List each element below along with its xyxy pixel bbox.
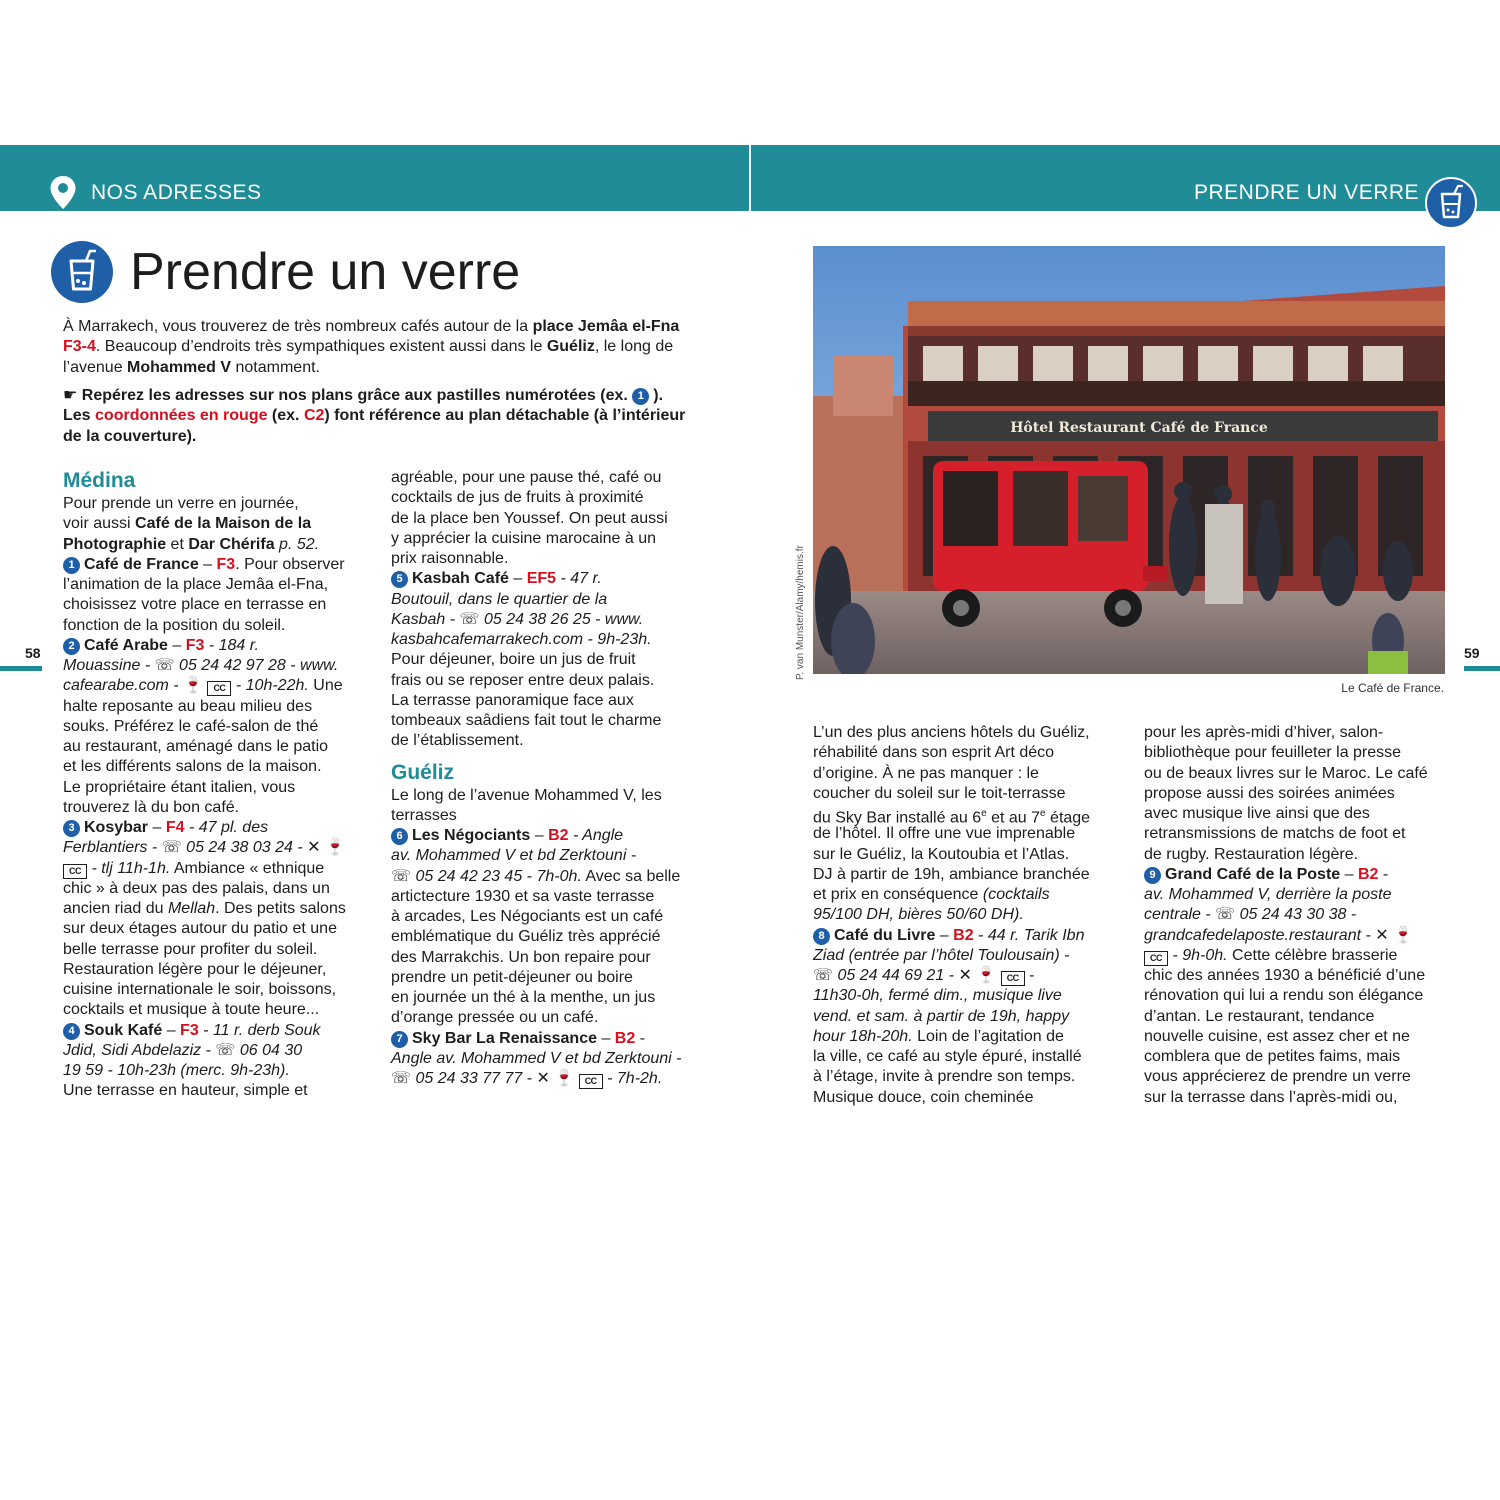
phone-icon: ☏: [1215, 906, 1236, 924]
page-title: Prendre un verre: [130, 243, 521, 301]
column-3: L’un des plus anciens hôtels du Guéliz, réhabilité dans son esprit Art déco d’origine. À ne pas manquer : le coucher du soleil sur le toit-terrasse du Sky Bar installé au 6e et au 7e étage de l’hôtel. Il offre une vue imprenable sur le Guéliz, la Koutoubia et l’Atlas. DJ à partir de 19h, ambiance branchée et prix en conséquence (cocktails 95/100 DH, bières 50/60 DH). 8 Café du Livre – B2 - 44 r. Tarik Ibn Ziad (entrée par l’hôtel Toulousain) - ☏ 05 24 44 69 21 - ✕ 🍷 CC - 11h30-0h, fermé dim., musique live vend. et sam. à partir de 19h, happy hour 18h-20h. Loin de l’agitation de la ville, ce café au style épuré, installé à l’étage, invite à prendre son temps. Musique douce, coin cheminée: [813, 724, 1091, 1106]
photo-caption: Le Café de France.: [1341, 681, 1444, 695]
phone-icon: ☏: [391, 867, 412, 885]
credit-card-icon: CC: [207, 681, 231, 696]
list-item: 2 Café Arabe – F3 - 184 r.: [63, 636, 346, 656]
list-item: 5 Kasbah Café – EF5 - 47 r.: [391, 569, 682, 589]
column-4: pour les après-midi d’hiver, salon- bibliothèque pour feuilleter la presse ou de beaux livres sur le Maroc. Le café propose aussi des soirées animées avec musique live ainsi que des retransmissions de matchs de foot et de rugby. Restauration légère. 9 Grand Café de la Poste – B2 - av. Mohammed V, derrière la poste centrale - ☏ 05 24 43 30 38 - grandcafedelaposte.restaurant - ✕ 🍷 CC - 9h-0h. Cette célèbre brasserie chic des années 1930 a bénéficié d’une rénovation qui lui a rendu son élégance d’antan. Le restaurant, tendance nouvelle cuisine, est assez cher et ne comblera que de petites faims, mais vous apprécierez de prendre un verre sur la terrasse dans l’après-midi ou,: [1144, 724, 1428, 1106]
list-item: 4 Souk Kafé – F3 - 11 r. derb Souk: [63, 1021, 346, 1041]
section-label-right: PRENDRE UN VERRE: [1194, 181, 1420, 204]
intro-note: ☛ Repérez les adresses sur nos plans grâce aux pastilles numérotées (ex. 1 ). Les coordonnées en rouge (ex. C2) font référence au plan détachable (à l’intérieur de la couverture).: [63, 387, 686, 445]
restaurant-icon: ✕ 🍷: [958, 967, 997, 984]
phone-icon: ☏: [459, 610, 480, 628]
drink-glass-icon: [50, 240, 114, 304]
phone-icon: ☏: [391, 1070, 412, 1087]
phone-icon: ☏: [813, 967, 834, 984]
phone-icon: ☏: [215, 1041, 236, 1059]
section-heading-gueliz: Guéliz: [391, 760, 455, 784]
list-item: 8 Café du Livre – B2 - 44 r. Tarik Ibn: [813, 926, 1090, 946]
list-item: 9 Grand Café de la Poste – B2 -: [1144, 865, 1428, 885]
list-item: 1 Café de France – F3. Pour observer: [63, 555, 346, 575]
intro-paragraph: À Marrakech, vous trouverez de très nombreux cafés autour de la place Jemâa el-Fna F3-4. Beaucoup d’endroits très sympathiques existent aussi dans le Guéliz, le long de l’avenue Mohammed V notamment.: [63, 318, 680, 376]
restaurant-icon: ✕ 🍷: [1375, 926, 1414, 944]
credit-card-icon: CC: [579, 1074, 603, 1089]
photo-cafe-de-france: [813, 246, 1445, 674]
credit-card-icon: CC: [63, 864, 87, 879]
column-2: agréable, pour une pause thé, café ou cocktails de jus de fruits à proximité de la place ben Youssef. On peut aussi y apprécier la cuisine marocaine à un prix raisonnable. 5 Kasbah Café – EF5 - 47 r. Boutouil, dans le quartier de la Kasbah - ☏ 05 24 38 26 25 - www. kasbahcafemarrakech.com - 9h-23h. Pour déjeuner, boire un jus de fruit frais ou se reposer entre deux palais. La terrasse panoramique face aux tombeaux saâdiens fait tout le charme de l’établissement. Guéliz Le long de l’avenue Mohammed V, les terrasses 6 Les Négociants – B2 - Angle av. Mohammed V et bd Zerktouni - ☏ 05 24 42 23 45 - 7h-0h. Avec sa belle artictecture 1930 et sa vaste terrasse à arcades, Les Négociants est un café emblématique du Guéliz très apprécié des Marrakchis. Un bon repaire pour prendre un petit-déjeuner ou boire en journée un thé à la menthe, un jus d’orange pressée ou un café. 7 Sky Bar La Renaissance – B2 - Angle av. Mohammed V et bd Zerktouni - ☏ 05 24 33 77 77 - ✕ 🍷 CC - 7h-2h.: [391, 469, 682, 1087]
page-tab-left: [0, 666, 42, 671]
page-number-left: 58: [25, 645, 41, 661]
section-label-left: NOS ADRESSES: [91, 181, 262, 204]
page-tab-right: [1464, 666, 1500, 671]
credit-card-icon: CC: [1001, 971, 1025, 986]
list-item: 7 Sky Bar La Renaissance – B2 -: [391, 1029, 682, 1049]
list-item: 3 Kosybar – F4 - 47 pl. des: [63, 818, 346, 838]
restaurant-icon: ✕ 🍷: [307, 839, 345, 857]
list-item: 6 Les Négociants – B2 - Angle: [391, 826, 682, 846]
phone-icon: ☏: [161, 839, 182, 857]
credit-card-icon: CC: [1144, 951, 1168, 966]
pointer-icon: ☛: [63, 387, 78, 404]
restaurant-icon: ✕ 🍷: [536, 1070, 575, 1087]
phone-icon: ☏: [154, 657, 175, 674]
page-number-right: 59: [1464, 645, 1480, 661]
map-pin-icon: [49, 175, 77, 210]
section-heading-medina: Médina: [63, 469, 136, 492]
drink-icon: 🍷: [183, 677, 203, 695]
column-1: Médina Pour prende un verre en journée, voir aussi Café de la Maison de la Photographie et Dar Chérifa p. 52. 1 Café de France – F3. Pour observer l’animation de la place Jemâa el-Fna, choisissez votre place en terrasse en fonction de la position du soleil. 2 Café Arabe – F3 - 184 r. Mouassine - ☏ 05 24 42 97 28 - www. cafearabe.com - 🍷 CC - 10h-22h. Une halte reposante au beau milieu des souks. Préférez le café-salon de thé au restaurant, aménagé dans le patio et les différents salons de la maison. Le propriétaire étant italien, vous trouverez là du bon café. 3 Kosybar – F4 - 47 pl. des Ferblantiers - ☏ 05 24 38 03 24 - ✕ 🍷 CC - tlj 11h-1h. Ambiance « ethnique chic » à deux pas des palais, dans un ancien riad du Mellah. Des petits salons sur deux étages autour du patio et une belle terrasse pour profiter du soleil. Restauration légère pour le déjeuner, cuisine internationale le soir, boissons, cocktails et musique à toute heure... 4 Souk Kafé – F3 - 11 r. derb Souk Jdid, Sidi Abdelaziz - ☏ 06 04 30 19 59 - 10h-23h (merc. 9h-23h). Une terrasse en hauteur, simple et: [63, 469, 346, 1100]
hotel-sign: Hôtel Restaurant Café de France: [1010, 420, 1268, 436]
drink-glass-icon: [1425, 177, 1477, 229]
photo-credit: P. van Munster/Alamy/hemis.fr: [795, 545, 806, 680]
